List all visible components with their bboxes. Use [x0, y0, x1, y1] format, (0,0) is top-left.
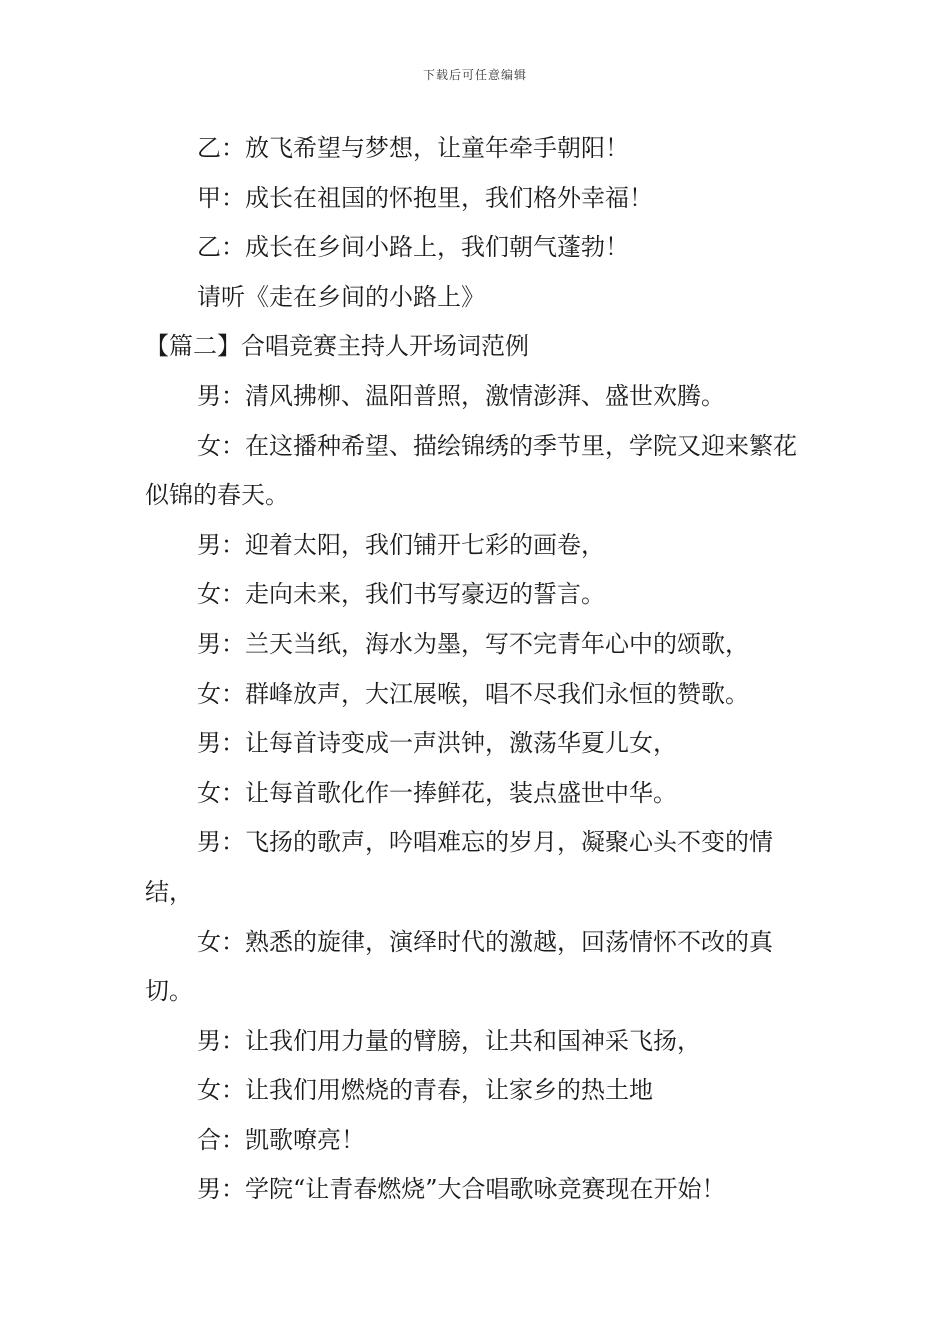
paragraph: 女：让我们用燃烧的青春，让家乡的热土地 — [197, 1076, 653, 1105]
paragraph: 男：清风拂柳、温阳普照，激情澎湃、盛世欢腾。 — [197, 381, 725, 410]
paragraph: 女：让每首歌化作一捧鲜花，装点盛世中华。 — [197, 778, 677, 807]
paragraph: 男：兰天当纸，海水为墨，写不完青年心中的颂歌， — [197, 629, 749, 658]
section-heading: 【篇二】合唱竞赛主持人开场词范例 — [145, 332, 529, 361]
paragraph: 男：迎着太阳，我们铺开七彩的画卷， — [197, 530, 605, 559]
paragraph: 甲：成长在祖国的怀抱里，我们格外幸福！ — [197, 183, 653, 212]
paragraph: 男：让每首诗变成一声洪钟，激荡华夏儿女， — [197, 729, 677, 758]
paragraph: 女：走向未来，我们书写豪迈的誓言。 — [197, 580, 605, 609]
paragraph: 男：让我们用力量的臂膀，让共和国神采飞扬， — [197, 1026, 701, 1055]
paragraph: 乙：放飞希望与梦想，让童年牵手朝阳！ — [197, 134, 629, 162]
page-header: 下载后可任意编辑 — [422, 68, 527, 82]
paragraph: 女：在这播种希望、描绘锦绣的季节里，学院又迎来繁花似锦的春天。 — [145, 431, 797, 510]
paragraph: 女：群峰放声，大江展喉，唱不尽我们永恒的赞歌。 — [197, 679, 749, 708]
document-body — [145, 124, 810, 1215]
paragraph: 乙：成长在乡间小路上，我们朝气蓬勃！ — [197, 233, 629, 262]
paragraph: 男：学院“让青春燃烧”大合唱歌咏竞赛现在开始！ — [197, 1175, 726, 1204]
paragraph: 请听《走在乡间的小路上》 — [197, 282, 485, 311]
paragraph: 女：熟悉的旋律，演绎时代的激越，回荡情怀不改的真切。 — [145, 927, 773, 1006]
paragraph: 合：凯歌嘹亮！ — [197, 1125, 365, 1154]
paragraph: 男：飞扬的歌声，吟唱难忘的岁月，凝聚心头不变的情结， — [145, 828, 773, 906]
